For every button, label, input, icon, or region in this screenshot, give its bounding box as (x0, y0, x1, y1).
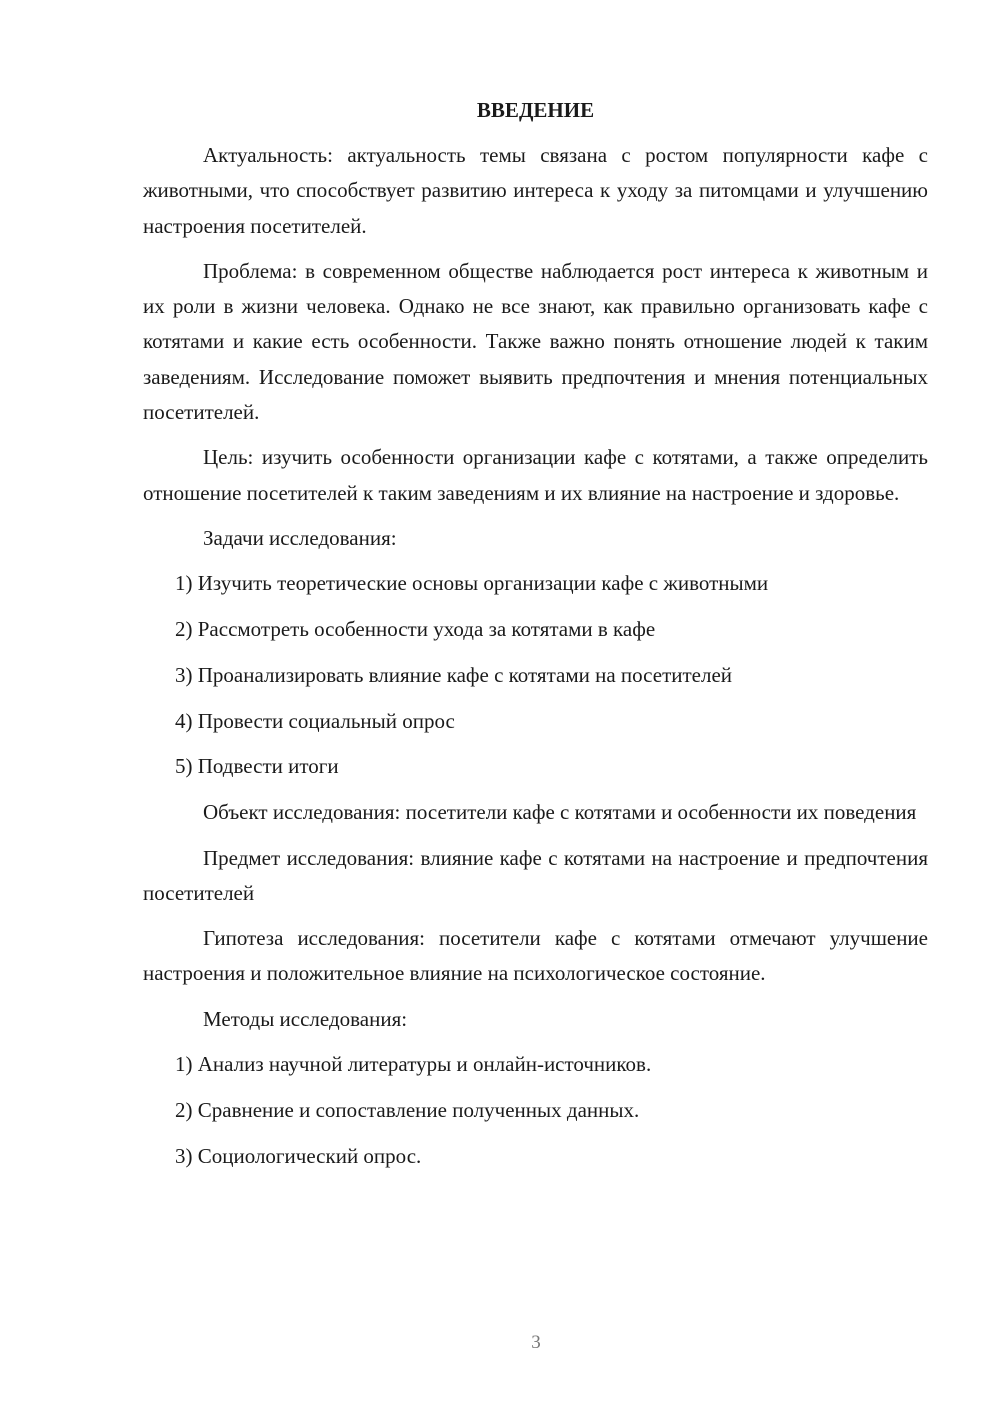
methods-list (143, 1047, 928, 1174)
list-item: 2) Сравнение и сопоставление полученных данных. (175, 1097, 640, 1122)
tasks-heading: Задачи исследования: (203, 525, 397, 550)
hypothesis-paragraph: Гипотеза исследования: посетители кафе с котятами отмечают улучшение настроения и положительное влияние на психологическое состояние. (143, 926, 928, 986)
list-item: 2) Рассмотреть особенности ухода за котятами в кафе (175, 617, 656, 642)
methods-heading: Методы исследования: (203, 1006, 408, 1031)
list-item: 1) Изучить теоретические основы организации кафе с животными (175, 571, 769, 596)
list-item: 1) Анализ научной литературы и онлайн-источников. (175, 1052, 652, 1077)
goal-paragraph: Цель: изучить особенности организации кафе с котятами, а также определить отношение посетителей к таким заведениям и их влияние на настроение и здоровье. (143, 445, 928, 505)
object-paragraph: Объект исследования: посетители кафе с котятами и особенности их поведения (203, 800, 917, 825)
list-item: 5) Подвести итоги (175, 754, 339, 779)
relevance-paragraph: Актуальность: актуальность темы связана с ростом популярности кафе с животными, что способствует развитию интереса к уходу за питомцами и улучшению настроения посетителей. (143, 143, 928, 238)
subject-paragraph: Предмет исследования: влияние кафе с котятами на настроение и предпочтения посетителей (143, 845, 928, 905)
tasks-list (143, 566, 928, 784)
list-item: 3) Проанализировать влияние кафе с котятами на посетителей (175, 662, 733, 687)
page-number: 3 (531, 1332, 541, 1353)
problem-paragraph: Проблема: в современном обществе наблюдается рост интереса к животным и их роли в жизни человека. Однако не все знают, как правильно организовать кафе с котятами и какие есть особенности. Также важно понять отношение людей к таким заведениям. Исследование поможет выявить предпочтения и мнения потенциальных посетителей. (143, 258, 928, 425)
page-title: ВВЕДЕНИЕ (476, 98, 595, 122)
list-item: 3) Социологический опрос. (175, 1143, 422, 1168)
document-page (143, 95, 928, 1184)
list-item: 4) Провести социальный опрос (175, 708, 455, 733)
